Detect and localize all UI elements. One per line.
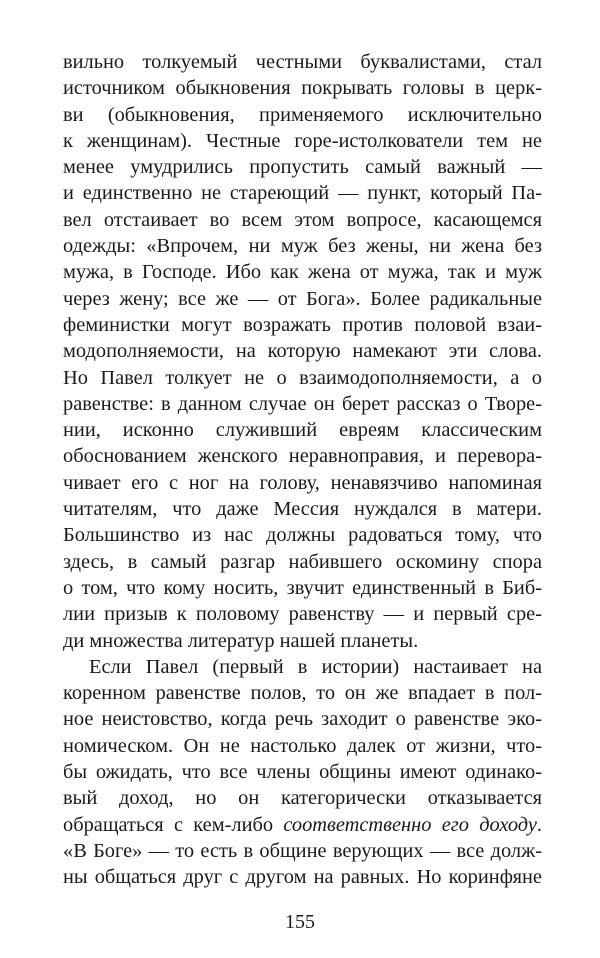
italic-emphasis: соответственно его доходу <box>283 813 537 836</box>
text-line: ви (обыкновения, применяемого исключительно <box>63 103 542 126</box>
text-line: обоснованием женского неравноправия, и перевора- <box>63 445 542 468</box>
text-line: к женщинам). Честные горе-истолкователи тем не <box>63 129 542 152</box>
text-line: вый доход, но он категорически отказывается <box>63 787 542 810</box>
page-number: 155 <box>285 911 315 933</box>
text-line: читателям, что даже Мессия нуждался в матери. <box>63 498 542 521</box>
text-line: одежды: «Впрочем, ни муж без жены, ни жена без <box>63 235 542 258</box>
paragraph-1 <box>63 49 542 654</box>
text-line: коренном равенстве полов, то он же впадает в пол- <box>63 682 542 705</box>
text-line: мужа, в Господе. Ибо как жена от мужа, так и муж <box>63 261 542 284</box>
text-line: источником обыкновения покрывать головы в церк- <box>63 77 542 100</box>
text-line: вел отстаивает во всем этом вопросе, касающемся <box>63 208 542 231</box>
text-line: и единственно не стареющий — пункт, который Па- <box>63 182 542 205</box>
text-line: через жену; все же — от Бога». Более радикальные <box>63 287 542 310</box>
text-line: ны общаться друг с другом на равных. Но коринфяне <box>63 866 542 889</box>
text-line: менее умудрились пропустить самый важный — <box>63 156 542 179</box>
text-line: вильно толкуемый честными буквалистами, стал <box>63 51 542 73</box>
text-line: бы ожидать, что все члены общины имеют одинако- <box>63 761 542 784</box>
text-line: о том, что кому носить, звучит единственный в Биб- <box>63 576 542 599</box>
text-line: Если Павел (первый в истории) настаивает на <box>89 655 542 678</box>
text-line: Но Павел толкует не о взаимодополняемости, а о <box>63 366 542 389</box>
text-segment: . <box>536 813 543 836</box>
text-segment: обращаться с кем-либо <box>63 813 284 836</box>
text-line: ди множества литератур нашей планеты. <box>63 629 419 652</box>
text-line: нии, исконно служивший евреям классическим <box>63 419 542 442</box>
page-body-text <box>63 49 542 891</box>
paragraph-2 <box>63 654 542 891</box>
text-line-with-emphasis <box>63 812 542 838</box>
text-line: «В Боге» — то есть в общине верующих — все долж- <box>63 839 542 862</box>
text-line: ное неистовство, когда речь заходит о равенстве эко- <box>63 708 542 731</box>
text-line: Большинство из нас должны радоваться тому, что <box>63 524 542 547</box>
text-line: лии призыв к половому равенству — и первый сре- <box>63 603 542 626</box>
text-line: равенстве: в данном случае он берет рассказ о Творе- <box>63 392 542 415</box>
text-line: чивает его с ног на голову, ненавязчиво напоминая <box>63 471 542 494</box>
text-line: номическом. Он не настолько далек от жизни, что- <box>63 734 542 757</box>
text-line: феминистки могут возражать против половой взаи- <box>63 313 542 336</box>
text-line: модополняемости, на которую намекают эти слова. <box>63 340 542 363</box>
text-line: здесь, в самый разгар набившего оскомину спора <box>63 550 542 573</box>
